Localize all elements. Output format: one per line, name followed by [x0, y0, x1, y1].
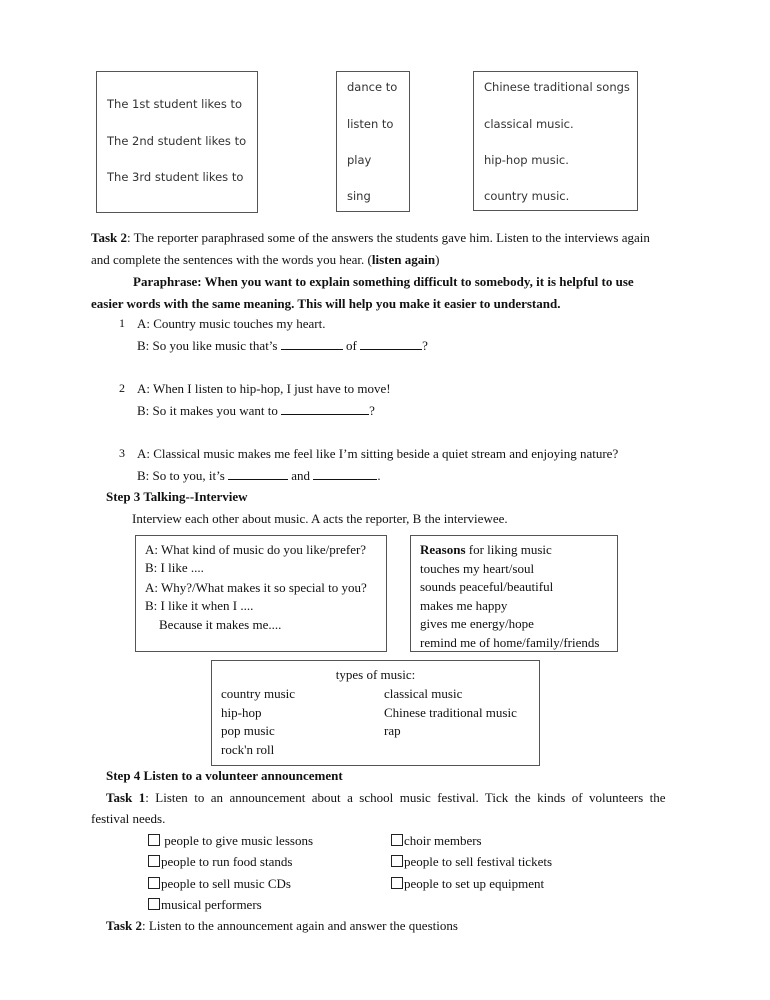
task2-instruction-line1 [91, 230, 650, 246]
item-3-a: A: Classical music makes me feel like I’m sitting beside a quiet stream and enjoying nature? [137, 446, 619, 461]
verb-listen-to: listen to [347, 117, 394, 131]
option-label: people to run food stands [161, 854, 293, 869]
type-hiphop: hip-hop [221, 705, 262, 720]
reason-3: makes me happy [420, 598, 508, 613]
task2-label: Task 2 [91, 230, 128, 245]
item-1-b-end: ? [422, 338, 428, 353]
option-food-stands[interactable] [148, 854, 292, 870]
item-3-b-mid: and [291, 468, 311, 483]
task2-text: : The reporter paraphrased some of the answers the students gave him. Listen to the interviews again [127, 230, 650, 245]
reasons-title-rest: for liking music [465, 542, 552, 557]
reasons-box [410, 535, 618, 652]
blank-1a[interactable] [281, 338, 343, 350]
checkbox-icon[interactable] [391, 877, 403, 889]
step4-task1-line1 [106, 790, 665, 806]
verb-sing: sing [347, 189, 371, 203]
option-label: people to sell festival tickets [404, 854, 553, 869]
option-label: choir members [404, 833, 482, 848]
item-1-a: A: Country music touches my heart. [137, 316, 326, 331]
item-1-b [137, 338, 428, 354]
music-box [473, 71, 638, 211]
task2b-text: : Listen to the announcement again and answer the questions [142, 918, 458, 933]
dialogue-line-4: B: I like it when I .... [145, 598, 254, 613]
item-1-b-text: B: So you like music that’s [137, 338, 278, 353]
dialogue-line-2: B: I like .... [145, 560, 204, 575]
option-label: people to set up equipment [404, 876, 545, 891]
checkbox-icon[interactable] [148, 855, 160, 867]
item-3-b [137, 468, 381, 484]
paraphrase-line1: Paraphrase: When you want to explain something difficult to somebody, it is helpful to use [133, 274, 634, 289]
step3-instruction: Interview each other about music. A acts the reporter, B the interviewee. [132, 511, 508, 526]
item-1-number: 1 [119, 316, 125, 330]
verb-play: play [347, 153, 372, 167]
music-chinese-traditional: Chinese traditional songs [484, 80, 630, 94]
dialogue-line-5: Because it makes me.... [159, 617, 282, 632]
item-3-b-text: B: So to you, it’s [137, 468, 225, 483]
task2-instruction-line2 [91, 252, 439, 268]
type-country: country music [221, 686, 296, 701]
option-label: musical performers [161, 897, 262, 912]
reason-5: remind me of home/family/friends [420, 635, 600, 650]
item-2-b-text: B: So it makes you want to [137, 403, 278, 418]
verb-dance-to: dance to [347, 80, 398, 94]
blank-3a[interactable] [228, 468, 288, 480]
step3-title: Step 3 Talking--Interview [106, 489, 248, 504]
student-3: The 3rd student likes to [107, 170, 244, 184]
reason-2: sounds peaceful/beautiful [420, 579, 554, 594]
task1-text: : Listen to an announcement about a school music festival. Tick the kinds of volunteers the [145, 790, 666, 805]
blank-2[interactable] [281, 403, 369, 415]
dialogue-line-3: A: Why?/What makes it so special to you? [145, 580, 367, 595]
item-3-b-end: . [377, 468, 381, 483]
listen-again: listen again [371, 252, 436, 267]
item-2-number: 2 [119, 381, 125, 395]
checkbox-icon[interactable] [391, 855, 403, 867]
item-2-a: A: When I listen to hip-hop, I just have to move! [137, 381, 391, 396]
option-choir-members[interactable] [391, 833, 482, 849]
blank-3b[interactable] [313, 468, 377, 480]
music-hiphop: hip-hop music. [484, 153, 569, 167]
type-rap: rap [384, 723, 401, 738]
reasons-bold: Reasons [420, 542, 466, 557]
paraphrase-line2: easier words with the same meaning. This will help you make it easier to understand. [91, 296, 561, 311]
task1-label: Task 1 [106, 790, 146, 805]
paren: ) [435, 252, 440, 267]
step4-task1-line2: festival needs. [91, 811, 166, 826]
music-types-box [211, 660, 540, 766]
option-set-up-equipment[interactable] [391, 876, 544, 892]
option-sell-cds[interactable] [148, 876, 291, 892]
music-country: country music. [484, 189, 570, 203]
item-1-b-mid: of [345, 338, 357, 353]
item-2-b [137, 403, 375, 419]
type-classical: classical music [384, 686, 463, 701]
checkbox-icon[interactable] [148, 898, 160, 910]
reasons-title [420, 542, 552, 558]
type-rocknroll: rock'n roll [221, 742, 275, 757]
dialogue-box [135, 535, 387, 652]
option-sell-tickets[interactable] [391, 854, 552, 870]
verbs-box [336, 71, 410, 212]
task2b-label: Task 2 [106, 918, 143, 933]
music-classical: classical music. [484, 117, 574, 131]
option-label: people to give music lessons [161, 833, 314, 848]
reason-4: gives me energy/hope [420, 616, 534, 631]
dialogue-line-1: A: What kind of music do you like/prefer? [145, 542, 367, 557]
item-2-b-end: ? [369, 403, 375, 418]
option-musical-performers[interactable] [148, 897, 262, 913]
checkbox-icon[interactable] [148, 834, 160, 846]
option-music-lessons[interactable] [148, 833, 313, 849]
reason-1: touches my heart/soul [420, 561, 535, 576]
type-pop: pop music [221, 723, 275, 738]
option-label: people to sell music CDs [161, 876, 291, 891]
step4-task2 [106, 918, 458, 934]
step4-title: Step 4 Listen to a volunteer announcement [106, 768, 343, 783]
student-2: The 2nd student likes to [107, 134, 247, 148]
type-chinese-traditional: Chinese traditional music [384, 705, 517, 720]
checkbox-icon[interactable] [148, 877, 160, 889]
students-box [96, 71, 258, 213]
student-1: The 1st student likes to [107, 97, 243, 111]
blank-1b[interactable] [360, 338, 422, 350]
task2-text2: and complete the sentences with the words you hear. ( [91, 252, 372, 267]
checkbox-icon[interactable] [391, 834, 403, 846]
item-3-number: 3 [119, 446, 125, 460]
types-title: types of music: [335, 667, 416, 682]
